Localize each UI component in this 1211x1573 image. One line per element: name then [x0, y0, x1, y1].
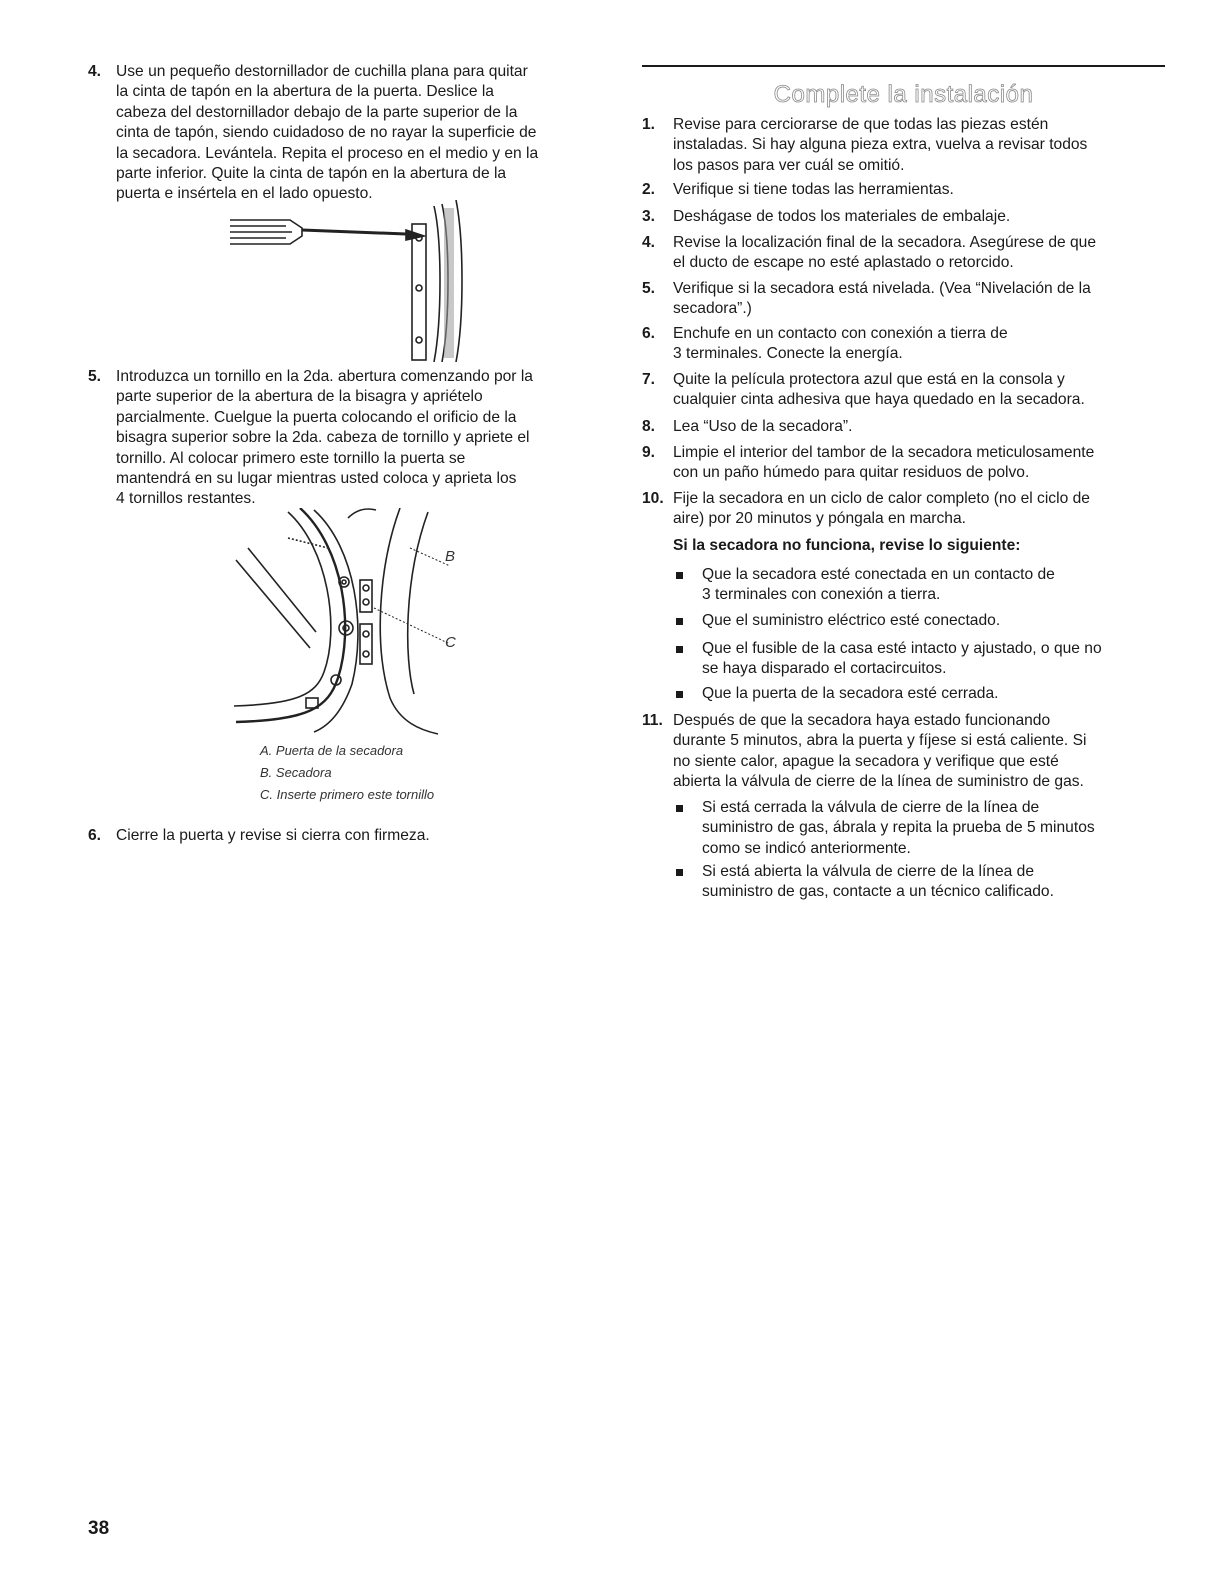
check-item: [676, 684, 1166, 704]
step-number: 6.: [642, 325, 656, 342]
figure-label-b: B: [445, 548, 456, 565]
troubleshoot-subheading: Si la secadora no funciona, revise lo siguiente:: [673, 537, 1021, 554]
bullet-square-icon: [676, 869, 683, 876]
step-text: Revise la localización final de la secadora. Asegúrese de que el ducto de escape no esté aplastado o retorcido.: [673, 234, 1097, 272]
screwdriver-door-illustration: [228, 200, 488, 362]
section-title: Complete la instalación: [773, 81, 1034, 108]
step-6-close-door: [88, 826, 608, 846]
figure-caption-c: C. Inserte primero este tornillo: [260, 787, 435, 802]
door-hinge-illustration: [228, 508, 468, 738]
complete-step-5: [642, 279, 1165, 320]
step-4-remove-plug-strip: [88, 62, 608, 205]
bullet-square-icon: [676, 572, 683, 579]
step-number: 5.: [642, 280, 656, 297]
step-number: 5.: [88, 368, 102, 385]
section-divider: [642, 65, 1165, 67]
step-number: 7.: [642, 371, 656, 388]
complete-step-9: [642, 443, 1165, 484]
complete-step-3: [642, 207, 1165, 227]
figure-caption-a: A. Puerta de la secadora: [260, 743, 404, 758]
step-text: Revise para cerciorarse de que todas las piezas estén instaladas. Si hay alguna pieza extra, vuelva a revisar todos los pasos para ver cuál se omitió.: [673, 116, 1088, 174]
step-number: 10.: [642, 490, 664, 507]
step-text: Use un pequeño destornillador de cuchilla plana para quitar la cinta de tapón en la abertura de la puerta. Deslice la cabeza del destornillador debajo de la parte superior de la cinta de tapón, siendo cuidadoso de no rayar la superficie de la secadora. Levántela. Repita el proceso en el medio y en la parte inferior. Quite la cinta de tapón en la abertura de la puerta e insértela en el lado opuesto.: [116, 63, 539, 203]
bullet-square-icon: [676, 691, 683, 698]
step-number: 6.: [88, 827, 102, 844]
check-item-text: Que la secadora esté conectada en un contacto de 3 terminales con conexión a tierra.: [702, 566, 1055, 604]
check-item: [676, 565, 1166, 606]
check-item-text: Que el fusible de la casa esté intacto y ajustado, o que no se haya disparado el cortacircuitos.: [702, 640, 1102, 678]
figure-label-c: C: [445, 634, 456, 651]
step-text: Después de que la secadora haya estado funcionando durante 5 minutos, abra la puerta y fíjese si está caliente. Si no siente calor, apague la secadora y verifique que esté abierta la válvula de cierre de la línea de suministro de gas.: [673, 712, 1087, 791]
complete-step-6: [642, 324, 1165, 365]
step-text: Introduzca un tornillo en la 2da. abertura comenzando por la parte superior de la abertura de la bisagra y apriételo parcialmente. Cuelgue la puerta colocando el orificio de la bisagra superior sobre la 2da. cabeza de tornillo y apriete el tornillo. Al colocar primero este tornillo la puerta se mantendrá en su lugar mientras usted coloca y aprieta los 4 tornillos restantes.: [116, 368, 533, 508]
bullet-square-icon: [676, 618, 683, 625]
step-text: Verifique si tiene todas las herramientas.: [673, 181, 954, 198]
complete-step-1: [642, 115, 1165, 176]
bullet-square-icon: [676, 805, 683, 812]
step-number: 8.: [642, 418, 656, 435]
bullet-square-icon: [676, 646, 683, 653]
step-text: Fije la secadora en un ciclo de calor completo (no el ciclo de aire) por 20 minutos y póngala en marcha.: [673, 490, 1090, 528]
check-item-text: Que la puerta de la secadora esté cerrada.: [702, 685, 999, 702]
step-text: Limpie el interior del tambor de la secadora meticulosamente con un paño húmedo para quitar residuos de polvo.: [673, 444, 1095, 482]
step-number: 1.: [642, 116, 656, 133]
check-item-text: Que el suministro eléctrico esté conectado.: [702, 612, 1001, 629]
gas-valve-item: [676, 798, 1166, 859]
step-number: 4.: [88, 63, 102, 80]
step-number: 11.: [642, 712, 663, 729]
step-number: 9.: [642, 444, 656, 461]
complete-step-10: [642, 489, 1165, 530]
step-text: Enchufe en un contacto con conexión a tierra de 3 terminales. Conecte la energía.: [673, 325, 1008, 363]
gas-valve-item-text: Si está abierta la válvula de cierre de la línea de suministro de gas, contacte a un técnico calificado.: [702, 863, 1054, 901]
step-5-insert-screw: [88, 367, 608, 510]
step-text: Deshágase de todos los materiales de embalaje.: [673, 208, 1011, 225]
step-text: Cierre la puerta y revise si cierra con firmeza.: [116, 827, 430, 844]
complete-step-11: [642, 711, 1165, 793]
check-item: [676, 639, 1166, 680]
step-text: Quite la película protectora azul que está en la consola y cualquier cinta adhesiva que haya quedado en la secadora.: [673, 371, 1085, 409]
complete-step-4: [642, 233, 1165, 274]
complete-step-8: [642, 417, 1165, 437]
gas-valve-item: [676, 862, 1166, 903]
step-number: 2.: [642, 181, 656, 198]
figure-caption-b: B. Secadora: [260, 765, 332, 780]
page-number: 38: [88, 1518, 110, 1539]
check-item: [676, 611, 1166, 631]
step-text: Verifique si la secadora está nivelada. (Vea “Nivelación de la secadora”.): [673, 280, 1091, 318]
complete-step-7: [642, 370, 1165, 411]
step-number: 4.: [642, 234, 656, 251]
step-number: 3.: [642, 208, 656, 225]
step-text: Lea “Uso de la secadora”.: [673, 418, 853, 435]
complete-step-2: [642, 180, 1165, 200]
gas-valve-item-text: Si está cerrada la válvula de cierre de la línea de suministro de gas, ábrala y repita la prueba de 5 minutos como se indicó anteriormente.: [702, 799, 1095, 857]
